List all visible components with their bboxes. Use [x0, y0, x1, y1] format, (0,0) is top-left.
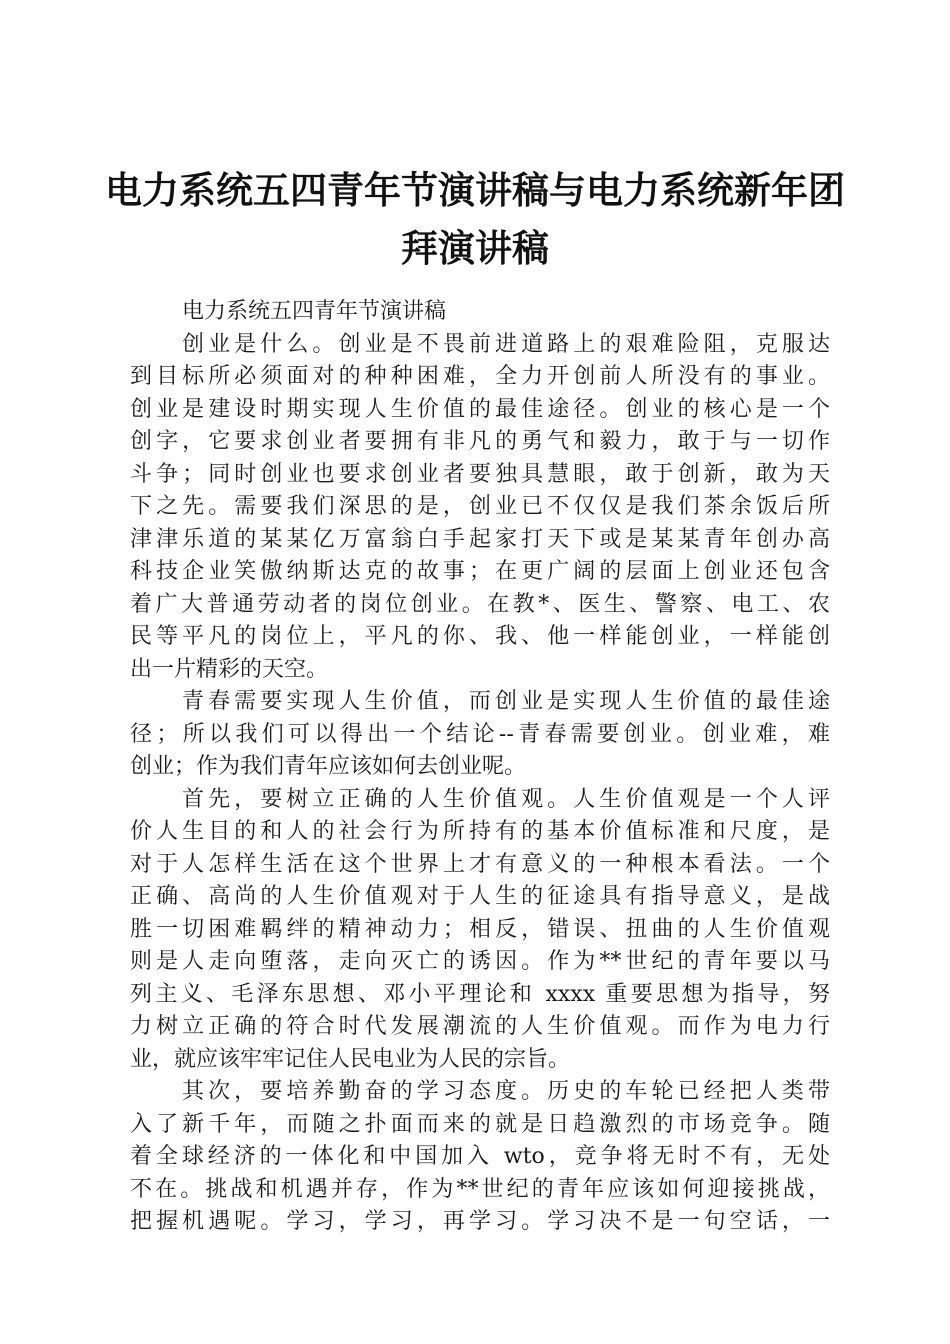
document-title-line-1: 电力系统五四青年节演讲稿与电力系统新年团: [105, 168, 845, 212]
document-title-line-2: 拜演讲稿: [401, 226, 549, 270]
text-line: 把握机遇呢。学习，学习，再学习。学习决不是一句空话，一: [130, 1209, 830, 1234]
text-line: 胜一切困难羁绊的精神动力；相反，错误、扭曲的人生价值观: [130, 916, 830, 942]
section-heading: 电力系统五四青年节演讲稿: [182, 299, 447, 324]
text-line: 力树立正确的符合时代发展潮流的人生价值观。而作为电力行: [130, 1014, 830, 1039]
text-line: 径；所以我们可以得出一个结论--青春需要创业。创业难，难: [130, 721, 830, 747]
text-line: 则是人走向堕落，走向灭亡的诱因。作为**世纪的青年要以马: [130, 949, 830, 974]
text-line: 业，就应该牢牢记住人民电业为人民的宗旨。: [130, 1046, 571, 1072]
text-line: 创业；作为我们青年应该如何去创业呢。: [130, 754, 527, 779]
text-line: 到目标所必须面对的种种困难，全力开创前人所没有的事业。: [130, 364, 830, 389]
text-line: 其次，要培养勤奋的学习态度。历史的车轮已经把人类带: [182, 1079, 830, 1104]
text-line: 入了新千年，而随之扑面而来的就是日趋激烈的市场竞争。随: [130, 1111, 830, 1137]
text-line: 出一片精彩的天空。: [130, 656, 329, 682]
text-line: 列主义、毛泽东思想、邓小平理论和 xxxx 重要思想为指导，努: [130, 981, 830, 1007]
document-body: [130, 296, 830, 1239]
text-line: 民等平凡的岗位上，平凡的你、我、他一样能创业，一样能创: [130, 624, 830, 649]
text-line: 着广大普通劳动者的岗位创业。在教*、医生、警察、电工、农: [130, 591, 830, 617]
text-line: 创业是什么。创业是不畏前进道路上的艰难险阻，克服达: [182, 331, 830, 357]
text-line: 对于人怎样生活在这个世界上才有意义的一种根本看法。一个: [130, 851, 830, 877]
text-line: 津津乐道的某某亿万富翁白手起家打天下或是某某青年创办高: [130, 526, 830, 552]
text-line: 青春需要实现人生价值，而创业是实现人生价值的最佳途: [182, 689, 830, 714]
text-line: 着全球经济的一体化和中国加入 wto，竞争将无时不有，无处: [130, 1144, 830, 1169]
text-line: 创业是建设时期实现人生价值的最佳途径。创业的核心是一个: [130, 396, 830, 422]
text-line: 下之先。需要我们深思的是，创业已不仅仅是我们茶余饭后所: [130, 494, 830, 519]
text-line: 正确、高尚的人生价值观对于人生的征途具有指导意义，是战: [130, 884, 830, 909]
text-line: 首先，要树立正确的人生价值观。人生价值观是一个人评: [182, 786, 830, 812]
text-line: 不在。挑战和机遇并存，作为**世纪的青年应该如何迎接挑战，: [130, 1176, 830, 1202]
text-line: 创字，它要求创业者要拥有非凡的勇气和毅力，敢于与一切作: [130, 429, 830, 454]
text-line: 价人生目的和人的社会行为所持有的基本价值标准和尺度，是: [130, 819, 830, 844]
text-line: 斗争；同时创业也要求创业者要独具慧眼，敢于创新，敢为天: [130, 461, 830, 487]
text-line: 科技企业笑傲纳斯达克的故事；在更广阔的层面上创业还包含: [130, 559, 830, 584]
